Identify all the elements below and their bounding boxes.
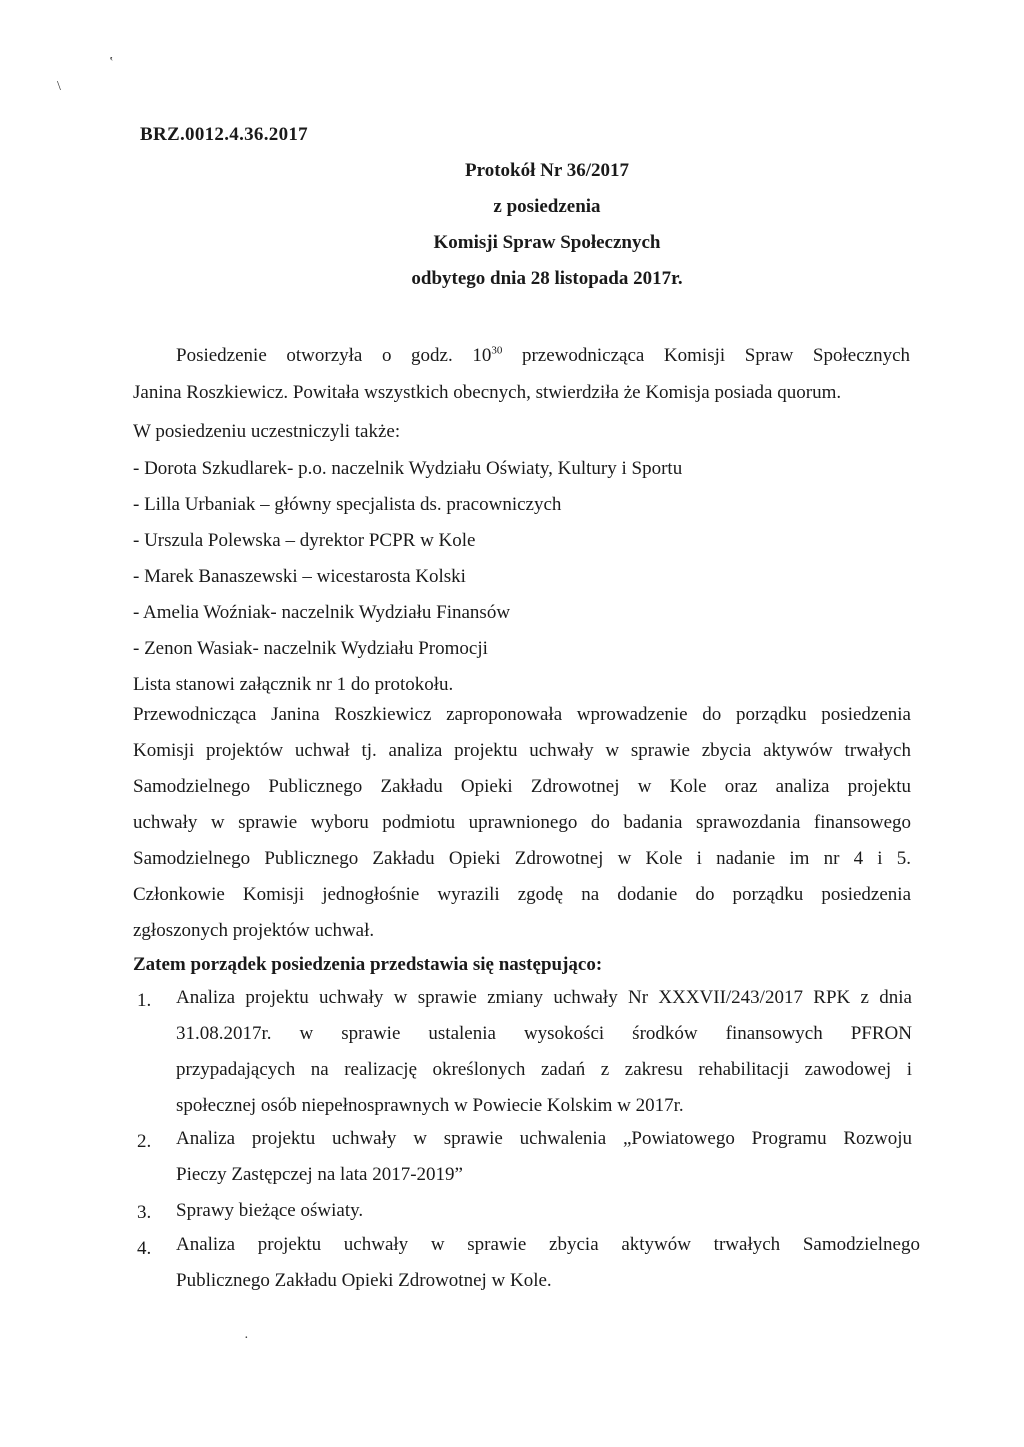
document-subtitle: z posiedzenia [493,196,601,217]
agenda-item-line: przypadających na realizację określonych zadań z zakresu rehabilitacji zawodowej i [176,1059,912,1080]
proposal-paragraph-line: Samodzielnego Publicznego Zakładu Opieki Zdrowotnej w Kole oraz analiza projektu [133,776,911,797]
agenda-item-line: Sprawy bieżące oświaty. [176,1200,364,1221]
agenda-heading: Zatem porządek posiedzenia przedstawia się następująco: [133,954,603,975]
agenda-item-number: 1. [137,990,152,1011]
opening-paragraph-line [176,345,910,367]
document-date-line: odbytego dnia 28 listopada 2017r. [411,268,683,289]
document-subtitle: Komisji Spraw Społecznych [433,232,661,253]
participant-item: - Marek Banaszewski – wicestarosta Kolski [133,566,466,587]
proposal-paragraph-line: Przewodnicząca Janina Roszkiewicz zaproponowała wprowadzenie do porządku posiedzenia [133,704,911,725]
paragraph-line: Janina Roszkiewicz. Powitała wszystkich obecnych, stwierdziła że Komisja posiada quorum. [133,382,842,403]
agenda-item-number: 2. [137,1131,152,1152]
proposal-paragraph-line: Członkowie Komisji jednogłośnie wyrazili zgodę na dodanie do porządku posiedzenia [133,884,911,905]
scan-speck: · [244,1331,249,1346]
proposal-paragraph-line: uchwały w sprawie wyboru podmiotu uprawnionego do badania sprawozdania finansowego [133,812,911,833]
participant-item: - Urszula Polewska – dyrektor PCPR w Kole [133,530,476,551]
agenda-item-line: Pieczy Zastępczej na lata 2017-2019” [176,1164,463,1185]
opening-text: przewodnicząca Komisji Spraw Społecznych [502,345,910,366]
proposal-paragraph-line: Komisji projektów uchwał tj. analiza projektu uchwały w sprawie zbycia aktywów trwałych [133,740,911,761]
participant-item: - Lilla Urbaniak – główny specjalista ds. pracowniczych [133,494,562,515]
agenda-item-line: Analiza projektu uchwały w sprawie zmiany uchwały Nr XXXVII/243/2017 RPK z dnia [176,987,912,1008]
agenda-item-line: społecznej osób niepełnosprawnych w Powiecie Kolskim w 2017r. [176,1095,684,1116]
document-reference: BRZ.0012.4.36.2017 [140,124,308,145]
agenda-item-line: Analiza projektu uchwały w sprawie zbycia aktywów trwałych Samodzielnego [176,1234,920,1255]
scan-speck: ‛ [109,55,114,70]
opening-text: Posiedzenie otworzyła o godz. 10 [176,345,492,366]
attendance-note: Lista stanowi załącznik nr 1 do protokołu. [133,674,454,695]
participant-item: - Dorota Szkudlarek- p.o. naczelnik Wydziału Oświaty, Kultury i Sportu [133,458,683,479]
participants-heading: W posiedzeniu uczestniczyli także: [133,421,401,442]
proposal-paragraph-line: Samodzielnego Publicznego Zakładu Opieki Zdrowotnej w Kole i nadanie im nr 4 i 5. [133,848,911,869]
agenda-item-line: 31.08.2017r. w sprawie ustalenia wysokości środków finansowych PFRON [176,1023,912,1044]
opening-time-superscript: 30 [491,344,503,357]
agenda-item-line: Publicznego Zakładu Opieki Zdrowotnej w Kole. [176,1270,552,1291]
document-title: Protokół Nr 36/2017 [465,160,629,181]
scan-speck: \ [57,79,61,94]
agenda-item-line: Analiza projektu uchwały w sprawie uchwalenia „Powiatowego Programu Rozwoju [176,1128,912,1149]
agenda-item-number: 4. [137,1238,152,1259]
participant-item: - Zenon Wasiak- naczelnik Wydziału Promocji [133,638,488,659]
proposal-paragraph-line: zgłoszonych projektów uchwał. [133,920,375,941]
agenda-item-number: 3. [137,1202,152,1223]
participant-item: - Amelia Woźniak- naczelnik Wydziału Finansów [133,602,511,623]
